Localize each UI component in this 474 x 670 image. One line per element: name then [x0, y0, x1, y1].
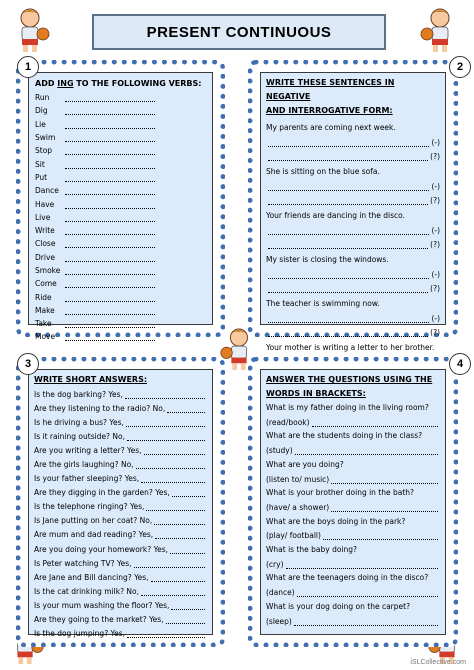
negative-marker: (-) — [431, 270, 440, 279]
verb-answer-blank[interactable] — [65, 253, 155, 262]
short-answer-question: Are you writing a letter? Yes, — [34, 445, 142, 455]
verb-row — [35, 118, 206, 131]
verb-row — [35, 304, 206, 317]
verb-answer-blank[interactable] — [65, 239, 155, 248]
question-hint: (have/ a shower) — [266, 502, 330, 512]
verb-answer-blank[interactable] — [65, 173, 155, 182]
short-answer-row — [34, 584, 207, 598]
short-answer-row — [34, 542, 207, 556]
short-answer-question: Is Peter watching TV? Yes, — [34, 558, 132, 568]
verb-label: Drive — [35, 252, 55, 262]
question-hint: (read/book) — [266, 417, 310, 427]
section-4-heading-line2: WORDS IN BRACKETS: — [266, 389, 366, 398]
negative-marker: (-) — [431, 226, 440, 235]
verb-answer-blank[interactable] — [65, 160, 155, 169]
short-answer-row — [34, 500, 207, 514]
negative-answer-blank[interactable] — [268, 270, 429, 279]
verb-row — [35, 277, 206, 290]
watermark-text: iSLCollective.com — [410, 659, 466, 666]
verb-answer-blank[interactable] — [65, 186, 155, 195]
interrogative-answer-blank[interactable] — [268, 152, 428, 161]
verb-label: Close — [35, 239, 56, 249]
negative-answer-row — [266, 313, 440, 324]
verb-answer-blank[interactable] — [65, 106, 155, 115]
short-answer-blank[interactable] — [166, 615, 205, 624]
verb-answer-blank[interactable] — [65, 319, 155, 328]
verb-label: Make — [35, 305, 55, 315]
short-answer-row — [34, 472, 207, 486]
heading-ing: ING — [57, 79, 74, 88]
short-answer-question: Is it raining outside? No, — [34, 431, 126, 441]
interrogative-marker: (?) — [430, 152, 440, 161]
short-answer-blank[interactable] — [141, 587, 205, 596]
section-3-box — [28, 369, 213, 639]
verb-label: Put — [35, 172, 48, 182]
question-text: What is the baby doing? — [266, 544, 358, 554]
question-answer-blank[interactable] — [323, 531, 438, 540]
short-answer-row — [34, 570, 207, 584]
negative-answer-row — [266, 225, 440, 236]
verb-row — [35, 224, 206, 237]
short-answer-row — [34, 429, 207, 443]
verb-answer-blank[interactable] — [65, 306, 155, 315]
short-answer-blank[interactable] — [127, 432, 205, 441]
section-2-number: 2 — [456, 61, 464, 73]
short-answer-question: Are they listening to the radio? No, — [34, 403, 166, 413]
interrogative-answer-blank[interactable] — [268, 196, 428, 205]
verb-label: Dig — [35, 106, 48, 116]
page-title: PRESENT CONTINUOUS — [146, 23, 332, 41]
section-2-heading-line1: WRITE THESE SENTENCES IN NEGATIVE — [266, 78, 395, 101]
question-answer-row — [266, 557, 440, 571]
sentence-list — [266, 121, 440, 382]
verb-row — [35, 131, 206, 144]
short-answer-blank[interactable] — [170, 545, 205, 554]
negative-marker: (-) — [431, 138, 440, 147]
short-answer-question: Are they going to the market? Yes, — [34, 615, 164, 625]
question-text: What is your brother doing in the bath? — [266, 488, 415, 498]
verb-row — [35, 237, 206, 250]
short-answer-row — [34, 613, 207, 627]
short-answer-blank[interactable] — [144, 446, 205, 455]
short-answer-blank[interactable] — [154, 516, 205, 525]
title-banner — [92, 14, 386, 50]
verb-row — [35, 330, 206, 343]
verb-label: Ride — [35, 292, 52, 302]
question-answer-row — [266, 444, 440, 458]
verb-label: Lie — [35, 119, 46, 129]
short-answer-question: Is the dog jumping? Yes, — [34, 629, 126, 639]
verb-label: Have — [35, 199, 55, 209]
verb-answer-blank[interactable] — [65, 200, 155, 209]
short-answer-question: Is the telephone ringing? Yes, — [34, 502, 145, 512]
verb-answer-blank[interactable] — [65, 279, 155, 288]
short-answer-row — [34, 486, 207, 500]
verb-row — [35, 290, 206, 303]
section-1-panel — [16, 60, 225, 342]
basketball-kid-top-right-illustration — [418, 6, 460, 54]
short-answer-question: Is the cat drinking milk? No, — [34, 586, 140, 596]
section-4-box — [260, 369, 446, 635]
short-answer-row — [34, 598, 207, 612]
section-1-heading — [35, 77, 206, 91]
short-answer-question: Are you doing your homework? Yes, — [34, 544, 169, 554]
question-hint: (sleep) — [266, 616, 292, 626]
verb-answer-blank[interactable] — [65, 332, 155, 341]
sentence-text: The teacher is swimming now. — [266, 299, 380, 308]
short-answer-row — [34, 514, 207, 528]
short-answer-blank[interactable] — [126, 418, 205, 427]
short-answer-row — [34, 457, 207, 471]
question-answer-row — [266, 586, 440, 600]
interrogative-answer-blank[interactable] — [268, 284, 428, 293]
section-4-heading-line1: ANSWER THE QUESTIONS USING THE — [266, 375, 433, 384]
interrogative-answer-row — [266, 327, 440, 338]
interrogative-answer-row — [266, 195, 440, 206]
verb-row — [35, 197, 206, 210]
verb-label: Take — [35, 319, 52, 329]
verb-answer-blank[interactable] — [65, 213, 155, 222]
negative-marker: (-) — [431, 314, 440, 323]
short-answer-blank[interactable] — [136, 460, 205, 469]
verb-answer-blank[interactable] — [65, 266, 155, 275]
section-4-panel — [248, 357, 464, 647]
short-answer-question: Is your mum washing the floor? Yes, — [34, 600, 170, 610]
section-3-number: 3 — [24, 358, 32, 370]
short-answer-question: Are they digging in the garden? Yes, — [34, 488, 170, 498]
short-answer-blank[interactable] — [125, 390, 205, 399]
question-answer-row — [266, 500, 440, 514]
interrogative-answer-row — [266, 151, 440, 162]
interrogative-marker: (?) — [430, 328, 440, 337]
short-answer-blank[interactable] — [146, 502, 205, 511]
verb-row — [35, 184, 206, 197]
heading-part: TO THE FOLLOWING VERBS: — [73, 79, 202, 88]
section-2-panel — [248, 60, 464, 352]
short-answer-question: Is he driving a bus? Yes, — [34, 417, 124, 427]
interrogative-answer-blank[interactable] — [268, 328, 428, 337]
section-4-number-badge — [449, 353, 471, 375]
short-answer-question: Is Jane putting on her coat? No, — [34, 516, 153, 526]
verb-label: Stop — [35, 146, 53, 156]
negative-answer-blank[interactable] — [268, 314, 429, 323]
negative-answer-row — [266, 269, 440, 280]
question-hint: (dance) — [266, 588, 295, 598]
question-list — [266, 401, 440, 628]
negative-answer-blank[interactable] — [268, 182, 429, 191]
question-text: What are the teenagers doing in the disco? — [266, 573, 429, 583]
question-answer-blank[interactable] — [294, 617, 438, 626]
question-text: What are the boys doing in the park? — [266, 516, 406, 526]
short-answer-row — [34, 415, 207, 429]
question-text: What is your dog doing on the carpet? — [266, 601, 411, 611]
sentence-text: My parents are coming next week. — [266, 123, 396, 132]
question-hint: (listen to/ music) — [266, 474, 330, 484]
verb-answer-blank[interactable] — [65, 133, 155, 142]
question-text: What are you doing? — [266, 459, 344, 469]
section-2-number-badge — [449, 56, 471, 78]
short-answer-question: Are mum and dad reading? Yes, — [34, 530, 154, 540]
basketball-kid-top-left-illustration — [10, 6, 52, 54]
question-answer-blank[interactable] — [295, 446, 438, 455]
verb-label: Dance — [35, 186, 59, 196]
short-answer-row — [34, 387, 207, 401]
section-1-box — [28, 72, 213, 342]
question-text: What are the students doing in the class? — [266, 431, 423, 441]
interrogative-marker: (?) — [430, 240, 440, 249]
verb-row — [35, 157, 206, 170]
short-answer-blank[interactable] — [127, 629, 205, 638]
question-hint: (cry) — [266, 559, 284, 569]
verb-list — [35, 91, 206, 344]
interrogative-answer-row — [266, 283, 440, 294]
short-answer-row — [34, 528, 207, 542]
verb-label: Sit — [35, 159, 45, 169]
verb-row — [35, 264, 206, 277]
verb-row — [35, 171, 206, 184]
verb-answer-blank[interactable] — [65, 293, 155, 302]
verb-answer-blank[interactable] — [65, 120, 155, 129]
sentence-text: She is sitting on the blue sofa. — [266, 167, 380, 176]
interrogative-answer-blank[interactable] — [268, 240, 428, 249]
sentence-text: Your friends are dancing in the disco. — [266, 211, 405, 220]
short-answer-question: Is the dog barking? Yes, — [34, 389, 123, 399]
question-answer-row — [266, 415, 440, 429]
section-3-number-badge — [17, 353, 39, 375]
short-answer-question: Is your father sleeping? Yes, — [34, 474, 140, 484]
verb-row — [35, 211, 206, 224]
short-answer-blank[interactable] — [171, 601, 205, 610]
verb-label: Move — [35, 332, 56, 342]
verb-answer-blank[interactable] — [65, 226, 155, 235]
verb-row — [35, 144, 206, 157]
verb-answer-blank[interactable] — [65, 93, 155, 102]
question-answer-blank[interactable] — [297, 588, 438, 597]
section-3-heading: WRITE SHORT ANSWERS: — [34, 375, 148, 384]
short-answer-blank[interactable] — [172, 488, 205, 497]
section-4-number: 4 — [456, 358, 464, 370]
short-answer-question: Are the girls laughing? No, — [34, 460, 134, 470]
negative-answer-blank[interactable] — [268, 226, 429, 235]
short-answer-row — [34, 401, 207, 415]
verb-label: Run — [35, 93, 50, 103]
sentence-text: Your mother is writing a letter to her brother. — [266, 343, 435, 352]
interrogative-answer-row — [266, 239, 440, 250]
verb-row — [35, 317, 206, 330]
sentence-text: My sister is closing the windows. — [266, 255, 389, 264]
section-2-heading-line2: AND INTERROGATIVE FORM: — [266, 106, 393, 115]
verb-row — [35, 104, 206, 117]
verb-row — [35, 251, 206, 264]
verb-label: Write — [35, 226, 55, 236]
section-2-box — [260, 72, 446, 352]
negative-answer-blank[interactable] — [268, 138, 429, 147]
verb-label: Swim — [35, 133, 56, 143]
short-answer-blank[interactable] — [141, 474, 205, 483]
short-answer-row — [34, 627, 207, 641]
interrogative-marker: (?) — [430, 196, 440, 205]
negative-answer-row — [266, 181, 440, 192]
question-answer-blank[interactable] — [286, 560, 439, 569]
question-answer-blank[interactable] — [331, 475, 438, 484]
short-answer-blank[interactable] — [155, 530, 205, 539]
question-answer-blank[interactable] — [331, 503, 438, 512]
question-answer-row — [266, 529, 440, 543]
interrogative-marker: (?) — [430, 284, 440, 293]
verb-label: Live — [35, 212, 51, 222]
verb-answer-blank[interactable] — [65, 146, 155, 155]
section-1-number-badge — [17, 56, 39, 78]
short-answer-question: Are Jane and Bill dancing? Yes, — [34, 572, 149, 582]
short-answer-row — [34, 556, 207, 570]
question-answer-row — [266, 614, 440, 628]
question-hint: (study) — [266, 446, 293, 456]
section-1-number: 1 — [24, 61, 32, 73]
short-answer-blank[interactable] — [134, 559, 206, 568]
short-answer-blank[interactable] — [167, 404, 205, 413]
negative-marker: (-) — [431, 182, 440, 191]
question-text: What is my father doing in the living room? — [266, 403, 429, 412]
section-3-panel — [16, 357, 225, 647]
short-answer-blank[interactable] — [151, 573, 205, 582]
short-answer-list — [34, 387, 207, 641]
verb-label: Smoke — [35, 266, 61, 275]
heading-part: ADD — [35, 79, 58, 88]
verb-label: Come — [35, 279, 57, 289]
verb-row — [35, 91, 206, 104]
negative-answer-row — [266, 137, 440, 148]
question-answer-row — [266, 472, 440, 486]
question-hint: (play/ football) — [266, 531, 321, 541]
question-answer-blank[interactable] — [312, 418, 438, 427]
short-answer-row — [34, 443, 207, 457]
